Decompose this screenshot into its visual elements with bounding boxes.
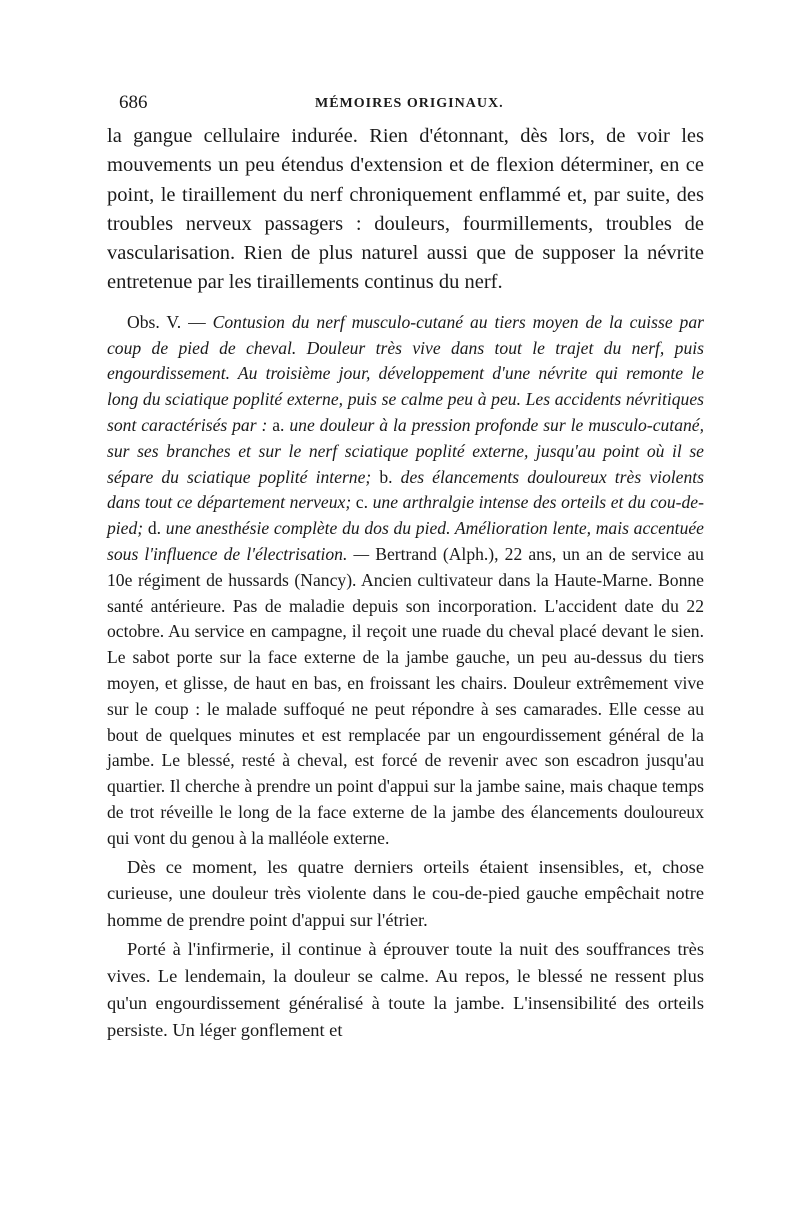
document-page	[107, 92, 704, 1044]
paragraph-infirmary: Porté à l'infirmerie, il continue à éprouver toute la nuit des souffrances très vives. Le lendemain, la douleur se calme. Au repos, le blessé ne ressent plus qu'un engourdissement généralisé à toute la jambe. L'insensibilité des orteils persiste. Un léger gonflement et	[107, 939, 704, 1040]
item-a-label: a.	[272, 414, 290, 435]
item-d-text: une anesthésie complète du dos du pied. Amélioration lente, mais accentuée sous l'influence de l'électrisation. —	[107, 518, 704, 564]
observation-paragraph	[107, 310, 704, 852]
case-narrative: Bertrand (Alph.), 22 ans, un an de service au 10e régiment de hussards (Nancy). Ancien cultivateur dans la Haute-Marne. Bonne santé antérieure. Pas de maladie depuis son incorporation. L'accident date du 22 octobre. Au service en campagne, il reçoit une ruade du cheval placé devant le sien. Le sabot porte sur la face externe de la jambe gauche, un peu au-dessus du tiers moyen, et glisse, de haut en bas, en froissant les chairs. Douleur extrêmement vive sur le coup : le malade suffoqué ne peut répondre à ses camarades. Elle cesse au bout de quelques minutes et est remplacée par un engourdissement général de la jambe. Le blessé, resté à cheval, est forcé de revenir avec son escadron jusqu'au quartier. Il cherche à prendre un point d'appui sur la jambe saine, mais chaque temps de trot réveille le long de la face externe de la jambe des élancements douloureux qui vont du genou à la malléole externe.	[107, 543, 704, 848]
page-header	[107, 92, 704, 122]
running-title: MÉMOIRES ORIGINAUX.	[315, 96, 504, 111]
item-d-label: d.	[147, 518, 166, 539]
item-b-label: b.	[379, 466, 401, 487]
item-b-text: des élancements douloureux très violents dans tout ce département nerveux;	[107, 466, 704, 513]
item-c-text: une arthralgie intense des orteils et du cou-de-pied;	[107, 492, 704, 539]
item-c-label: c.	[355, 492, 373, 513]
page-number: 686	[119, 92, 148, 113]
paragraph-intro: la gangue cellulaire indurée. Rien d'étonnant, dès lors, de voir les mouvements un peu étendus d'extension et de flexion déterminer, en ce point, le tiraillement du nerf chroniquement enflammé et, par suite, des troubles nerveux passagers : douleurs, fourmillements, troubles de vascularisation. Rien de plus naturel aussi que de supposer la névrite entretenue par les tiraillements continus du nerf.	[107, 125, 704, 294]
observation-label: Obs. V. —	[127, 311, 213, 332]
paragraph-toes: Dès ce moment, les quatre derniers orteils étaient insensibles, et, chose curieuse, une douleur très violente dans le cou-de-pied gauche empêchait notre homme de prendre point d'appui sur l'étrier.	[107, 856, 704, 931]
observation-summary: Contusion du nerf musculo-cutané au tiers moyen de la cuisse par coup de pied de cheval. Douleur très vive dans tout le trajet du nerf, puis engourdissement. Au troisième jour, développement d'une névrite qui remonte le long du sciatique poplité externe, puis se calme peu à peu. Les accidents névritiques sont caractérisés par :	[107, 311, 704, 435]
item-a-text: une douleur à la pression profonde sur le musculo-cutané, sur ses branches et sur le nerf sciatique poplité externe, jusqu'au point où il se sépare du sciatique poplité interne;	[107, 414, 704, 487]
